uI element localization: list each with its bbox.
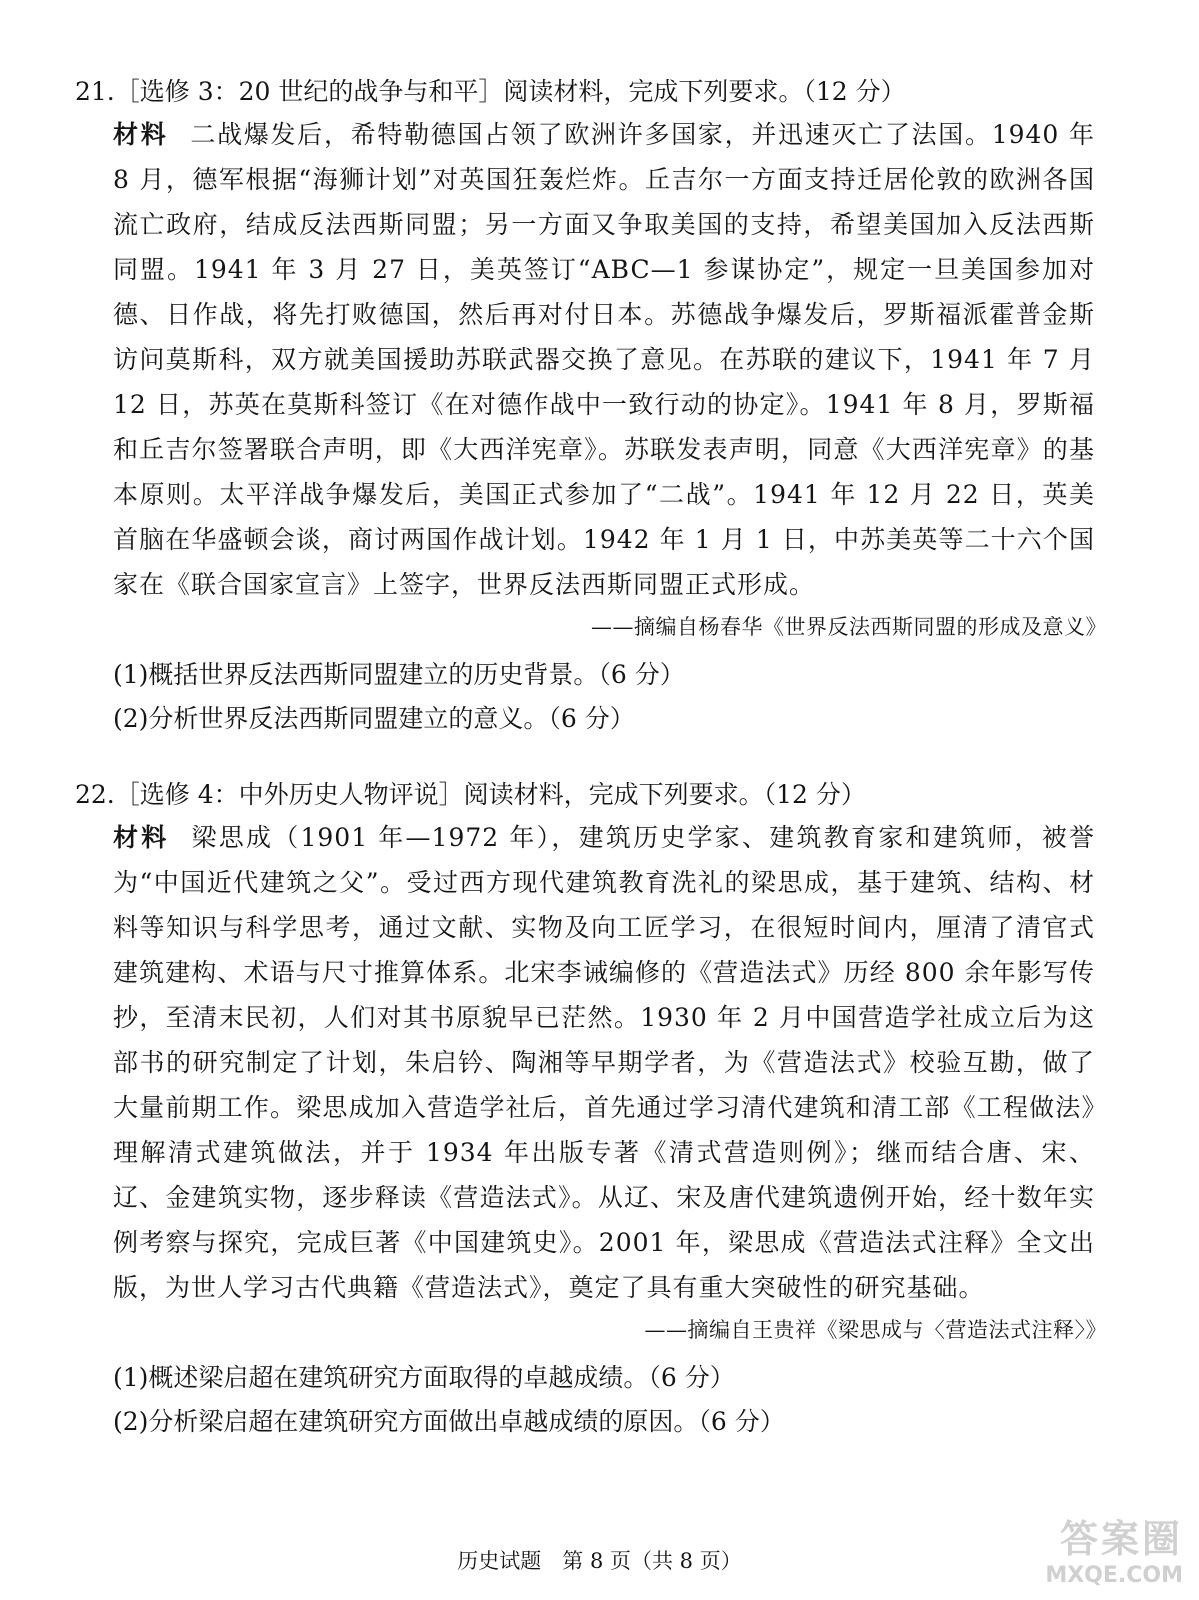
sub-question-2: (2)分析梁启超在建筑研究方面做出卓越成绩的原因。（6 分）	[113, 1407, 785, 1436]
watermark-logo	[1033, 1508, 1183, 1588]
page-footer: 历史试题 第 8 页（共 8 页）	[457, 1549, 742, 1573]
question-21-source: ——摘编自杨春华《世界反法西斯同盟的形成及意义》	[591, 615, 1107, 639]
question-21-material	[113, 112, 1095, 607]
watermark-url: MXQE.COM	[1045, 1563, 1183, 1588]
question-22-header: 22.［选修 4：中外历史人物评说］阅读材料，完成下列要求。（12 分）	[75, 780, 866, 809]
question-21-header: 21.［选修 3：20 世纪的战争与和平］阅读材料，完成下列要求。（12 分）	[75, 77, 906, 106]
watermark-logo-text: 答案圈	[1059, 1517, 1183, 1561]
question-22	[75, 775, 1107, 1444]
sub-question-1: (1)概括世界反法西斯同盟建立的历史背景。（6 分）	[113, 660, 685, 689]
material-text: 二战爆发后，希特勒德国占领了欧洲许多国家，并迅速灭亡了法国。1940 年 8 月，德军根据“海狮计划”对英国狂轰烂炸。丘吉尔一方面支持迁居伦敦的欧洲各国流亡政府，结成反法西斯同盟；另一方面又争取美国的支持，希望美国加入反法西斯同盟。1941 年 3 月 27 日，美英签订“ABC—1 参谋协定”，规定一旦美国参加对德、日作战，将先打败德国，然后再对付日本。苏德战争爆发后，罗斯福派霍普金斯访问莫斯科，双方就美国援助苏联武器交换了意见。在苏联的建议下，1941 年 7 月 12 日，苏英在莫斯科签订《在对德作战中一致行动的协定》。1941 年 8 月，罗斯福和丘吉尔签署联合声明，即《大西洋宪章》。苏联发表声明，同意《大西洋宪章》的基本原则。太平洋战争爆发后，美国正式参加了“二战”。1941 年 12 月 22 日，英美首脑在华盛顿会谈，商讨两国作战计划。1942 年 1 月 1 日，中苏美英等二十六个国家在《联合国家宣言》上签字，世界反法西斯同盟正式形成。	[113, 120, 1095, 599]
material-text: 梁思成（1901 年—1972 年），建筑历史学家、建筑教育家和建筑师，被誉为“中国近代建筑之父”。受过西方现代建筑教育洗礼的梁思成，基于建筑、结构、材料等知识与科学思考，通过文献、实物及向工匠学习，在很短时间内，厘清了清官式建筑建构、术语与尺寸推算体系。北宋李诫编修的《营造法式》历经 800 余年影写传抄，至清末民初，人们对其书原貌早已茫然。1930 年 2 月中国营造学社成立后为这部书的研究制定了计划，朱启钤、陶湘等早期学者，为《营造法式》校验互勘，做了大量前期工作。梁思成加入营造学社后，首先通过学习清代建筑和清工部《工程做法》理解清式建筑做法，并于 1934 年出版专著《清式营造则例》；继而结合唐、宋、辽、金建筑实物，逐步释读《营造法式》。从辽、宋及唐代建筑遗例开始，经十数年实例考察与探究，完成巨著《中国建筑史》。2001 年，梁思成《营造法式注释》全文出版，为世人学习古代典籍《营造法式》，奠定了具有重大突破性的研究基础。	[113, 823, 1095, 1302]
sub-question-2: (2)分析世界反法西斯同盟建立的意义。（6 分）	[113, 704, 635, 733]
question-21	[75, 72, 1107, 741]
question-22-source: ——摘编自王贵祥《梁思成与〈营造法式注释〉》	[644, 1318, 1107, 1342]
material-label: 材料	[113, 120, 169, 149]
question-22-material	[113, 815, 1095, 1310]
question-22-sub-questions	[113, 1356, 1095, 1444]
material-label: 材料	[113, 823, 170, 852]
sub-question-1: (1)概述梁启超在建筑研究方面取得的卓越成绩。（6 分）	[113, 1363, 735, 1392]
question-21-sub-questions	[113, 653, 1095, 741]
